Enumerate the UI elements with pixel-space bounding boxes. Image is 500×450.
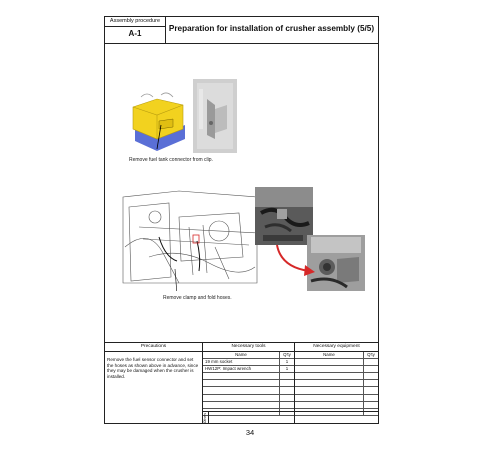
caption-fuel-connector: Remove fuel tank connector from clip. (129, 157, 213, 163)
sheet-header (105, 17, 378, 44)
table-row (203, 401, 294, 408)
table-row (295, 380, 378, 387)
equipment-header: Necessary equipment (295, 343, 378, 352)
tools-header-row (203, 352, 294, 359)
procedure-code-box (105, 17, 166, 43)
tool-name: HW12P: Impact wrench (203, 366, 280, 373)
table-row (203, 380, 294, 387)
equipment-col-qty: Q'ty (364, 352, 379, 359)
tool-qty: 1 (280, 366, 295, 373)
equipment-header-row (295, 352, 378, 359)
table-row (203, 373, 294, 380)
info-table (105, 342, 378, 424)
tools-header: Necessary tools (203, 343, 294, 352)
others-label: Others (203, 412, 208, 424)
precautions-column (105, 343, 203, 424)
page-title: Preparation for installation of crusher assembly (5/5) (168, 24, 375, 33)
hose-routing-drawing (119, 187, 261, 291)
table-row (203, 394, 294, 401)
procedure-label: Assembly procedure (105, 17, 165, 27)
others-divider (209, 411, 378, 412)
tools-table (203, 352, 294, 416)
procedure-sheet (104, 16, 379, 424)
table-row (203, 387, 294, 394)
table-row (203, 366, 294, 373)
tools-col-name: Name (203, 352, 280, 359)
caption-clamp-hoses: Remove clamp and fold hoses. (163, 295, 232, 301)
procedure-code: A-1 (128, 29, 142, 38)
table-row (203, 359, 294, 366)
tool-qty: 1 (280, 359, 295, 366)
table-row (295, 387, 378, 394)
table-row (295, 401, 378, 408)
precautions-header: Precautions (105, 343, 202, 352)
precautions-text: Remove the fuel sensor connector and set the hoses as shown above in advance, since they may be damaged when the crusher is installed. (107, 357, 199, 379)
tool-name: 19 mm socket (203, 359, 280, 366)
fuel-tank-illustration (127, 91, 189, 153)
table-row (295, 366, 378, 373)
tools-col-qty: Q'ty (280, 352, 295, 359)
connector-clip-photo (193, 79, 237, 153)
table-row (295, 359, 378, 366)
page-number: 34 (245, 428, 255, 437)
hose-photo-detail (255, 187, 313, 245)
equipment-table (295, 352, 378, 416)
others-cell (203, 411, 209, 424)
table-row (295, 394, 378, 401)
table-row (295, 373, 378, 380)
equipment-col-name: Name (295, 352, 364, 359)
red-arrow-icon (273, 243, 321, 283)
